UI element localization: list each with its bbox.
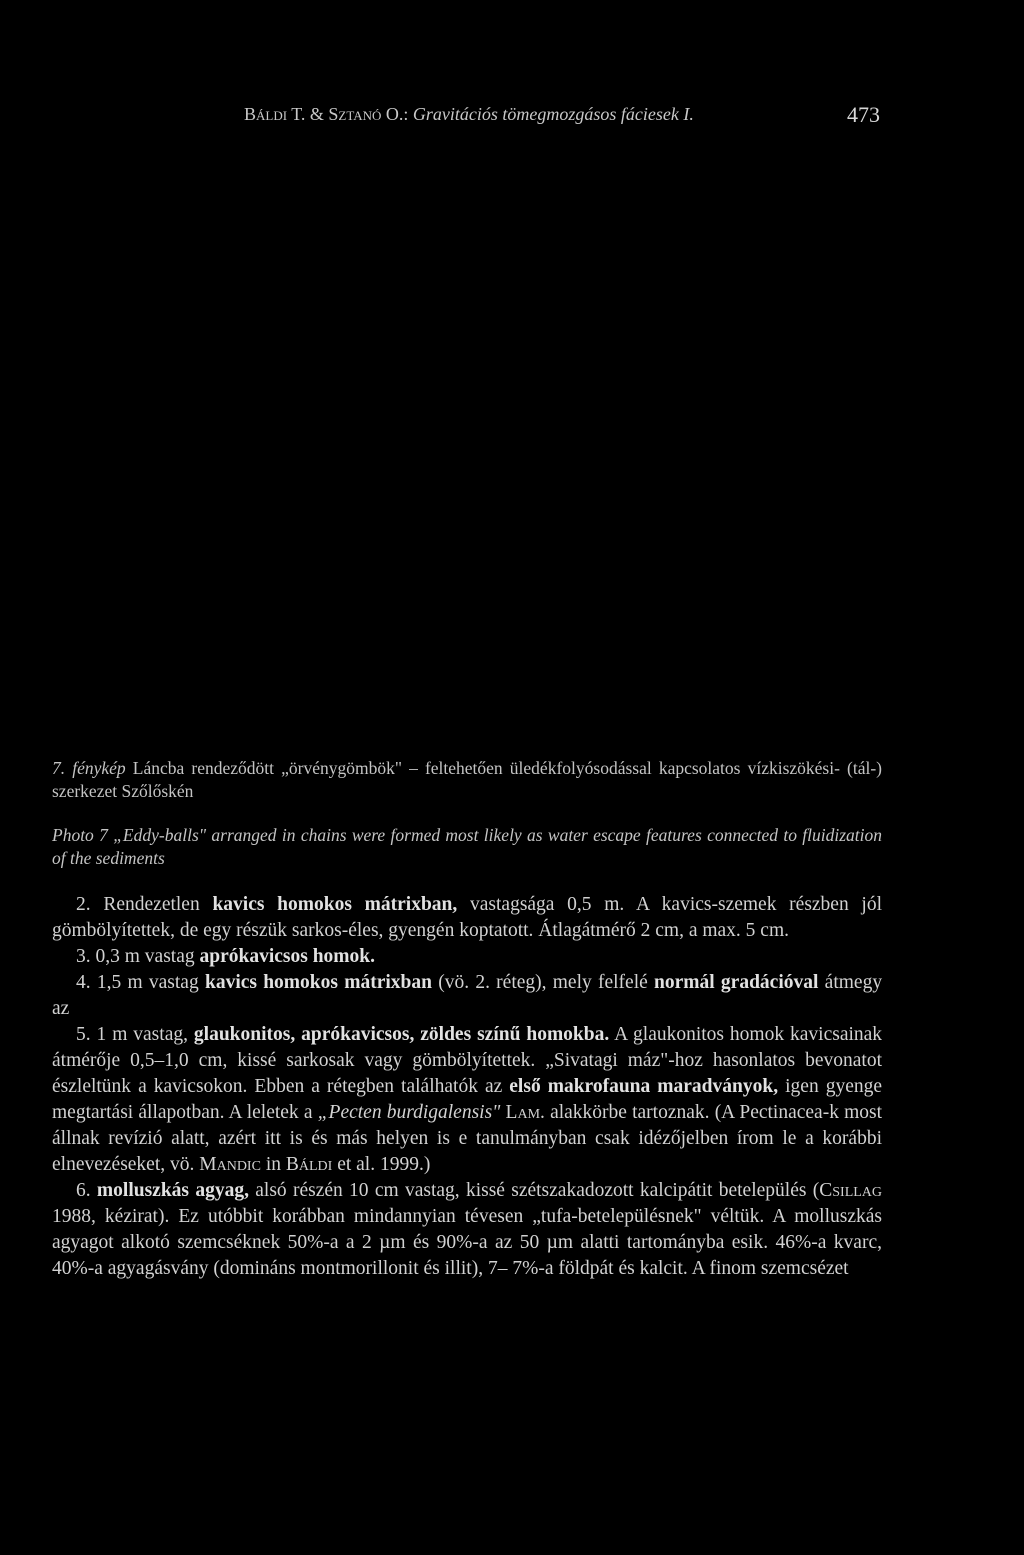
bold-term: glaukonitos, aprókavicsos, zöldes színű homokba. (193, 1024, 610, 1045)
text-run: vastagsága 0,5 m. A kavics-szemek részben jól gömbölyítettek, de egy részük sarkos-éles, gyengén koptatott. Átlagátmérő 2 cm, a max. 5 cm. (52, 894, 883, 941)
article-title: Gravitációs tömegmozgásos fáciesek I. (412, 104, 694, 124)
layer-2-paragraph (52, 892, 882, 944)
layer-number: 6. (76, 1180, 91, 1201)
text-run: in (265, 1154, 281, 1175)
page-number: 473 (847, 102, 880, 127)
author-name: Mandic (199, 1154, 261, 1175)
text-run: A glaukonitos homok kavicsainak átmérője 0,5–1,0 cm, kissé sarkosak vagy gömbölyítettek. „Sivatagi máz"-hoz hasonlatos bevonatot észleltünk a kavicsokon. Ebben a rétegben találhatók az (52, 1024, 883, 1097)
author-name: Lam. (505, 1102, 545, 1123)
layer-3-paragraph (52, 944, 882, 970)
bold-term: kavics homokos mátrixban (204, 972, 432, 993)
running-head (0, 104, 1024, 130)
text-run: igen gyenge megtartási állapotban. A leletek a (52, 1076, 883, 1123)
layer-4-paragraph (52, 970, 882, 1022)
layer-number: 3. (76, 946, 91, 967)
text-run: et al. 1999.) (337, 1154, 431, 1175)
photo-7 (52, 150, 972, 750)
layer-6-paragraph (52, 1178, 882, 1282)
taxon-name: „Pecten burdigalensis" (317, 1102, 501, 1123)
layer-number: 2. (76, 894, 91, 915)
photo-caption-hungarian (52, 757, 882, 803)
text-run: Rendezetlen (103, 894, 200, 915)
bold-term: aprókavicsos homok. (199, 946, 376, 967)
author-name: Báldi (285, 1154, 333, 1175)
text-run: 1988, kézirat). Ez utóbbit korábban mindannyian tévesen „tufa-betelepülésnek" véltük. A molluszkás agyagot alkotó szemcséknek 50%-a a 2 µm és 90%-a az 50 µm alatti tartományba esik. 46%-a kvarc, 40%-a agyagásvány (domináns montmorillonit és illit), 7– 7%-a földpát és kalcit. A finom szemcsézet (52, 1206, 882, 1279)
layer-description (52, 892, 882, 1282)
caption-hu-text: Láncba rendeződött „örvénygömbök" – feltehetően üledékfolyósodással kapcsolatos vízkiszökési- (tál-) szerkezet Szőlőskén (52, 758, 883, 801)
running-title (244, 104, 694, 125)
layer-number: 5. (76, 1024, 91, 1045)
layer-5-paragraph (52, 1022, 882, 1178)
bold-term: első makrofauna maradványok, (509, 1076, 779, 1097)
bold-term: molluszkás agyag, (96, 1180, 249, 1201)
photo-caption-english: Photo 7 „Eddy-balls" arranged in chains were formed most likely as water escape features connected to fluidization of the sediments (52, 825, 882, 868)
text-run: 1 m vastag, (96, 1024, 188, 1045)
photo-label: 7. fénykép (52, 758, 126, 778)
text-run: 1,5 m vastag (96, 972, 199, 993)
text-run: 0,3 m vastag (95, 946, 195, 967)
text-run: alsó részén 10 cm vastag, kissé szétszakadozott kalcipátit betelepülés ( (255, 1180, 820, 1201)
bold-term: normál gradációval (654, 972, 819, 993)
text-run: alakkörbe tartoznak. (A Pectinacea-k most állnak revízió alatt, azért itt is és más helyen is e tanulmányban csak idézőjelben írom le a korábbi elnevezéseket, vö. (52, 1102, 883, 1175)
text-run: átmegy az (52, 972, 883, 1019)
layer-number: 4. (76, 972, 91, 993)
text-run: (vö. 2. réteg), mely felfelé (438, 972, 648, 993)
authors: Báldi T. & Sztanó O.: (244, 104, 409, 124)
author-name: Csillag (819, 1180, 883, 1201)
bold-term: kavics homokos mátrixban, (212, 894, 458, 915)
